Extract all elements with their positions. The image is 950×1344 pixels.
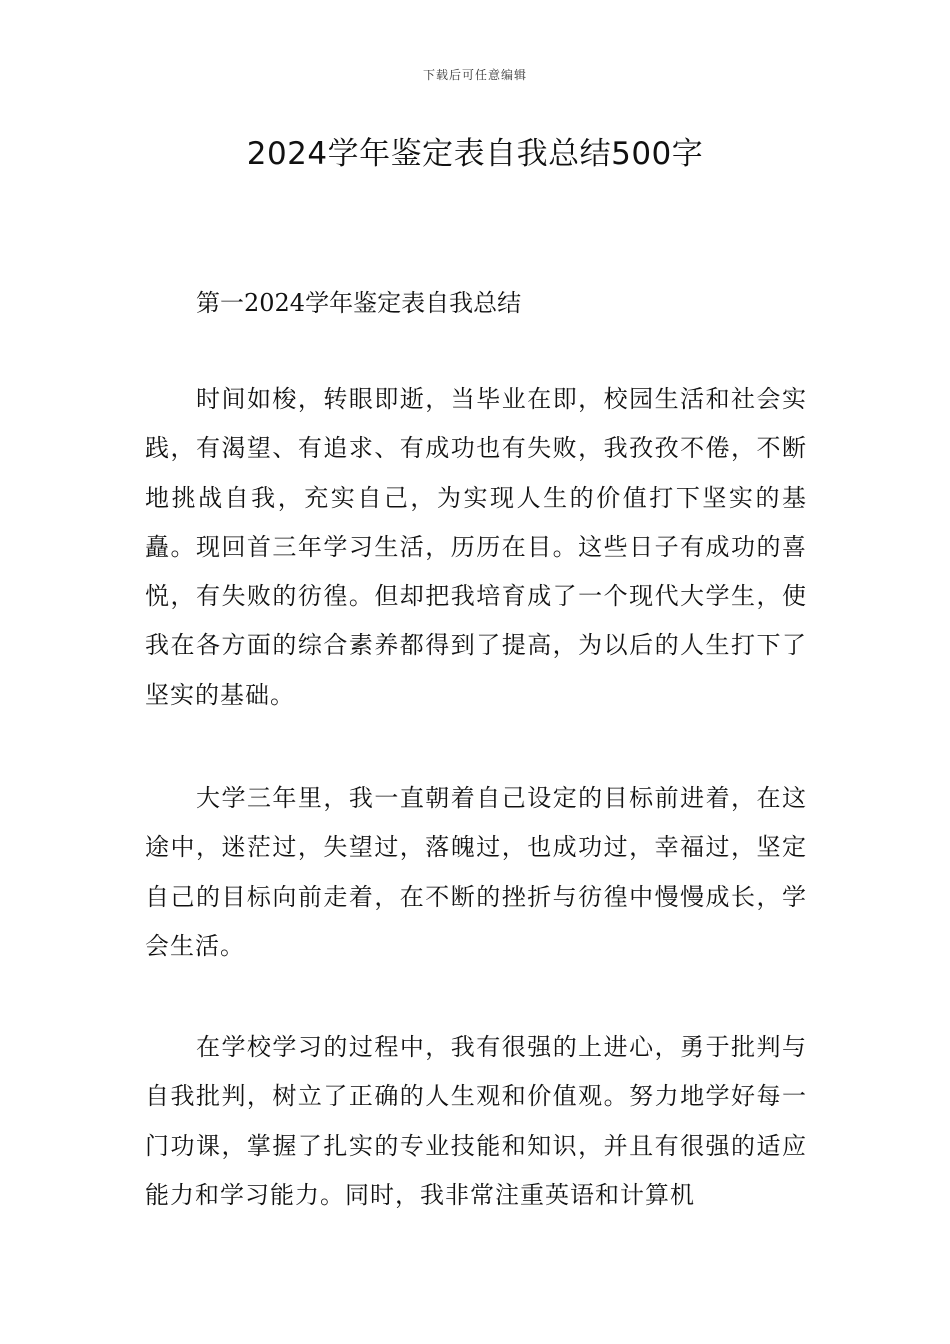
body-paragraph-3-block: [145, 1023, 807, 1220]
document-title: 2024学年鉴定表自我总结500字: [246, 136, 704, 172]
body-paragraph: 在学校学习的过程中，我有很强的上进心，勇于批判与自我批判，树立了正确的人生观和价值观。努力地学好每一门功课，掌握了扎实的专业技能和知识，并且有很强的适应能力和学习能力。同时，我非常注重英语和计算机: [145, 1033, 807, 1209]
section-heading: 第一2024学年鉴定表自我总结: [196, 289, 522, 317]
body-paragraph: 时间如梭，转眼即逝，当毕业在即，校园生活和社会实践，有渴望、有追求、有成功也有失败，我孜孜不倦，不断地挑战自我，充实自己，为实现人生的价值打下坚实的基矗。现回首三年学习生活，历历在目。这些日子有成功的喜悦，有失败的彷徨。但却把我培育成了一个现代大学生，使我在各方面的综合素养都得到了提高，为以后的人生打下了坚实的基础。: [145, 385, 807, 709]
body-paragraph-1-block: [145, 375, 807, 720]
body-paragraph-2-block: [145, 774, 807, 971]
body-paragraph: 大学三年里，我一直朝着自己设定的目标前进着，在这途中，迷茫过，失望过，落魄过，也成功过，幸福过，坚定自己的目标向前走着，在不断的挫折与彷徨中慢慢成长，学会生活。: [145, 784, 807, 960]
header-note: 下载后可任意编辑: [422, 68, 527, 82]
